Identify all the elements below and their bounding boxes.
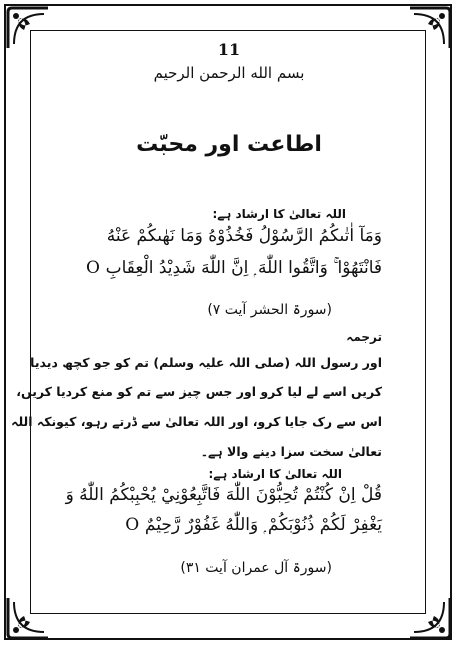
verse1-line1: وَمَآ اٰتٰىكُمُ الرَّسُوْلُ فَخُذُوْهُ وَمَا نَهٰىكُمْ عَنْهُ [106, 226, 382, 246]
verse2-reference: (سورۃ آل عمران آیت ۳۱) [180, 560, 332, 576]
translation-line: تعالیٰ سخت سزا دینے والا ہے۔ [200, 444, 382, 459]
translation-line: کریں اسے لے لیا کرو اور جس چیز سے تم کو منع کردیا کریں، [16, 384, 382, 399]
section1-heading: اللہ تعالیٰ کا ارشاد ہے: [212, 207, 346, 221]
translation-line: اور رسول اللہ (صلی اللہ علیہ وسلم) تم کو جو کچھ دیدیا [30, 355, 382, 370]
verse1-reference: (سورۃ الحشر آیت ۷) [207, 302, 332, 318]
verse1-line2: فَانْتَهُوْا ۚ وَاتَّقُوا اللّٰهَ ۭ اِنَّ اللّٰهَ شَدِيْدُ الْعِقَابِ O [85, 258, 382, 278]
corner-ornament-icon [408, 596, 452, 640]
page-number: 11 [217, 40, 241, 59]
verse2-line1: قُلْ اِنْ كُنْتُمْ تُحِبُّوْنَ اللّٰهَ فَاتَّبِعُوْنِيْ يُحْبِبْكُمُ اللّٰهُ وَ [65, 485, 382, 505]
page-title: اطاعت اور محبّت [136, 132, 322, 157]
translation-line: اس سے رک جایا کرو، اور اللہ تعالیٰ سے ڈرتے رہو، کیونکہ اللہ [11, 414, 382, 429]
verse2-line2: يَغْفِرْ لَكُمْ ذُنُوْبَكُمْ ۭ وَاللّٰهُ غَفُوْرٌ رَّحِيْمٌ O [125, 515, 382, 535]
section2-heading: اللہ تعالیٰ کا ارشاد ہے: [208, 467, 342, 481]
bismillah-line: بسم الله الرحمن الرحیم [153, 64, 305, 82]
translation-heading: ترجمہ [346, 330, 382, 344]
corner-ornament-icon [6, 596, 50, 640]
